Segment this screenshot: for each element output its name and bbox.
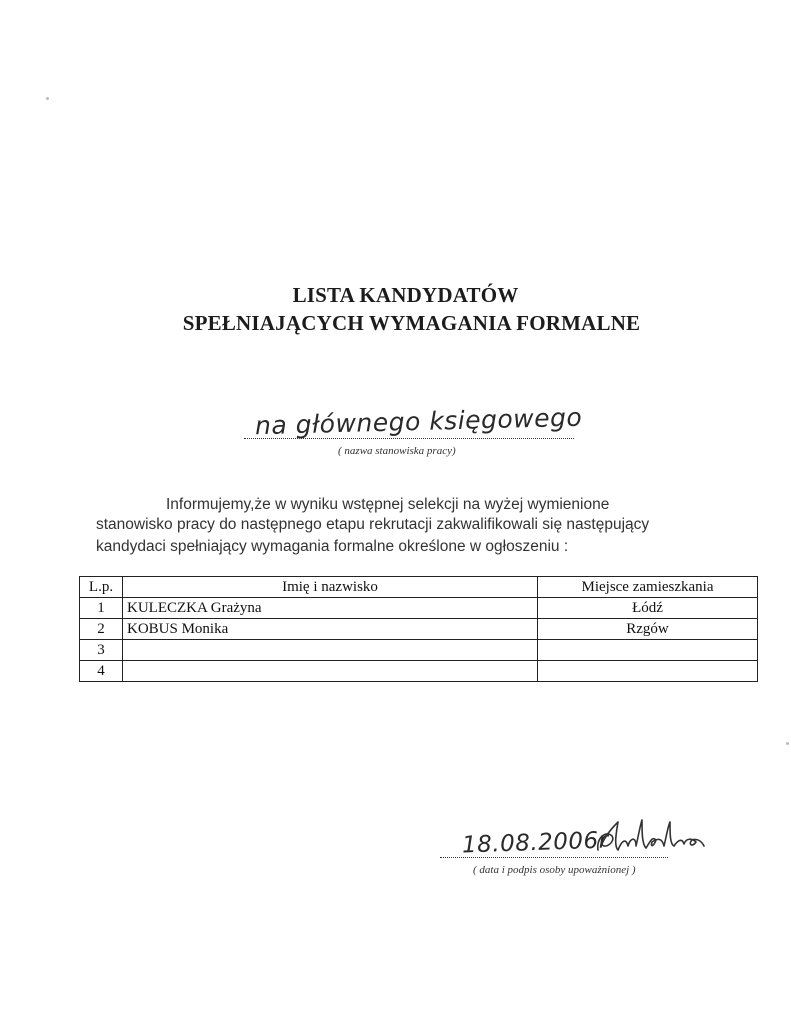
header-lp: L.p. xyxy=(80,577,123,598)
cell-place: Łódź xyxy=(538,598,758,619)
intro-line-1: Informujemy,że w wyniku wstępnej selekcji na wyżej wymienione xyxy=(166,496,610,513)
table-row xyxy=(80,640,758,661)
cell-place xyxy=(538,640,758,661)
signature-date: 18.08.2006r xyxy=(461,827,610,859)
cell-place: Rzgów xyxy=(538,619,758,640)
candidates-table xyxy=(79,576,758,682)
cell-name: KULECZKA Grażyna xyxy=(123,598,538,619)
cell-lp: 1 xyxy=(80,598,123,619)
table-header-row xyxy=(80,577,758,598)
scan-speck xyxy=(46,97,49,100)
signature-caption: ( data i podpis osoby upoważnionej ) xyxy=(473,864,636,876)
cell-name: KOBUS Monika xyxy=(123,619,538,640)
position-handwritten: na głównego księgowego xyxy=(254,402,583,441)
document-title-line1: LISTA KANDYDATÓW xyxy=(292,283,519,307)
intro-line-2: stanowisko pracy do następnego etapu rekrutacji zakwalifikowali się następujący xyxy=(96,516,650,533)
header-place: Miejsce zamieszkania xyxy=(538,577,758,598)
signature-scribble xyxy=(592,816,712,864)
document-title-line2: SPEŁNIAJĄCYCH WYMAGANIA FORMALNE xyxy=(182,311,641,335)
cell-name xyxy=(123,661,538,682)
position-caption: ( nazwa stanowiska pracy) xyxy=(338,445,456,457)
cell-lp: 3 xyxy=(80,640,123,661)
table-row xyxy=(80,619,758,640)
table-row xyxy=(80,598,758,619)
scan-speck xyxy=(786,742,789,745)
cell-lp: 2 xyxy=(80,619,123,640)
table-row xyxy=(80,661,758,682)
cell-place xyxy=(538,661,758,682)
cell-name xyxy=(123,640,538,661)
intro-line-3: kandydaci spełniający wymagania formalne określone w ogłoszeniu : xyxy=(96,538,569,555)
header-name: Imię i nazwisko xyxy=(123,577,538,598)
cell-lp: 4 xyxy=(80,661,123,682)
